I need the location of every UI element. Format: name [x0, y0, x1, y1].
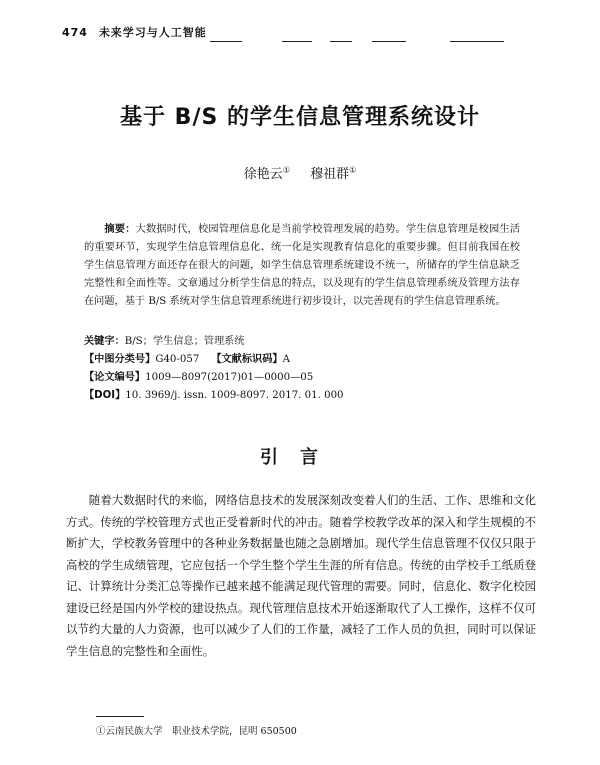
header-rule-segment: [282, 41, 312, 42]
header-rule-segment: [210, 41, 242, 42]
journal-name: 未来学习与人工智能: [98, 26, 207, 39]
abstract-label: 摘要：: [104, 224, 136, 235]
doc-code-label: 【文献标识码】: [211, 354, 283, 365]
footnote-rule: [96, 716, 144, 717]
keywords-label: 关键字：: [84, 336, 125, 347]
author: 徐艳云①: [243, 165, 290, 182]
abstract: [84, 221, 520, 311]
doi-value: 10. 3969/j. issn. 1009-8097. 2017. 01. 000: [125, 390, 344, 401]
article-title: 基于 B/S 的学生信息管理系统设计: [120, 105, 480, 130]
article-number-line: [84, 369, 524, 387]
page-number: 474: [62, 26, 88, 39]
header-rule-segment: [330, 41, 352, 42]
body-paragraph: 随着大数据时代的来临，网络信息技术的发展深刻改变着人们的生活、工作、思维和文化方式。传统的学校管理方式也正受着新时代的冲击。随着学校教学改革的深入和学生规模的不断扩大，学校教务管理中的各种业务数据量也随之急剧增加。现代学生信息管理不仅仅只限于高校的学生成绩管理，它应包括一个学生整个学生生涯的所有信息。传统的由学校手工纸质登记、计算统计分类汇总等操作已越来越不能满足现代管理的需要。同时，信息化、数字化校园建设已经是国内外学校的建设热点。现代管理信息技术开始逐渐取代了人工操作，这样不仅可以节约大量的人力资源，也可以减少了人们的工作量，减轻了工作人员的负担，同时可以保证学生信息的完整性和全面性。: [66, 493, 536, 658]
abstract-text: 大数据时代，校园管理信息化是当前学校管理发展的趋势。学生信息管理是校园生活的重要环节，实现学生信息管理信息化、统一化是实现教育信息化的重要步骤。但目前我国在校学生信息管理方面还存在很大的问题，如学生信息管理系统建设不统一，所储存的学生信息缺乏完整性和全面性等。文章通过分析学生信息的特点，以及现有的学生信息管理系统及管理方法存在问题，基于 B/S 系统对学生信息管理系统进行初步设计，以完善现有的学生信息管理系统。: [84, 224, 520, 307]
header-rule-segment: [450, 41, 504, 42]
author: 穆祖群①: [310, 165, 357, 182]
running-head: [62, 24, 207, 40]
doi-label: 【DOI】: [84, 390, 126, 401]
article-number-value: 1009—8097(2017)01—0000—05: [145, 372, 314, 383]
doi-line: [84, 387, 524, 405]
keywords: [84, 333, 524, 351]
classification-line: [84, 351, 524, 369]
article-number-label: 【论文编号】: [84, 372, 146, 383]
keywords-text: B/S；学生信息；管理系统: [124, 336, 245, 347]
clc-value: G40-057: [155, 354, 200, 365]
section-heading: 引言: [260, 447, 340, 468]
doc-code-value: A: [282, 354, 290, 365]
author-list: [0, 163, 600, 182]
footnote: ①云南民族大学 职业技术学院，昆明 650500: [96, 726, 297, 737]
header-rule-segment: [372, 41, 406, 42]
clc-label: 【中图分类号】: [84, 354, 156, 365]
